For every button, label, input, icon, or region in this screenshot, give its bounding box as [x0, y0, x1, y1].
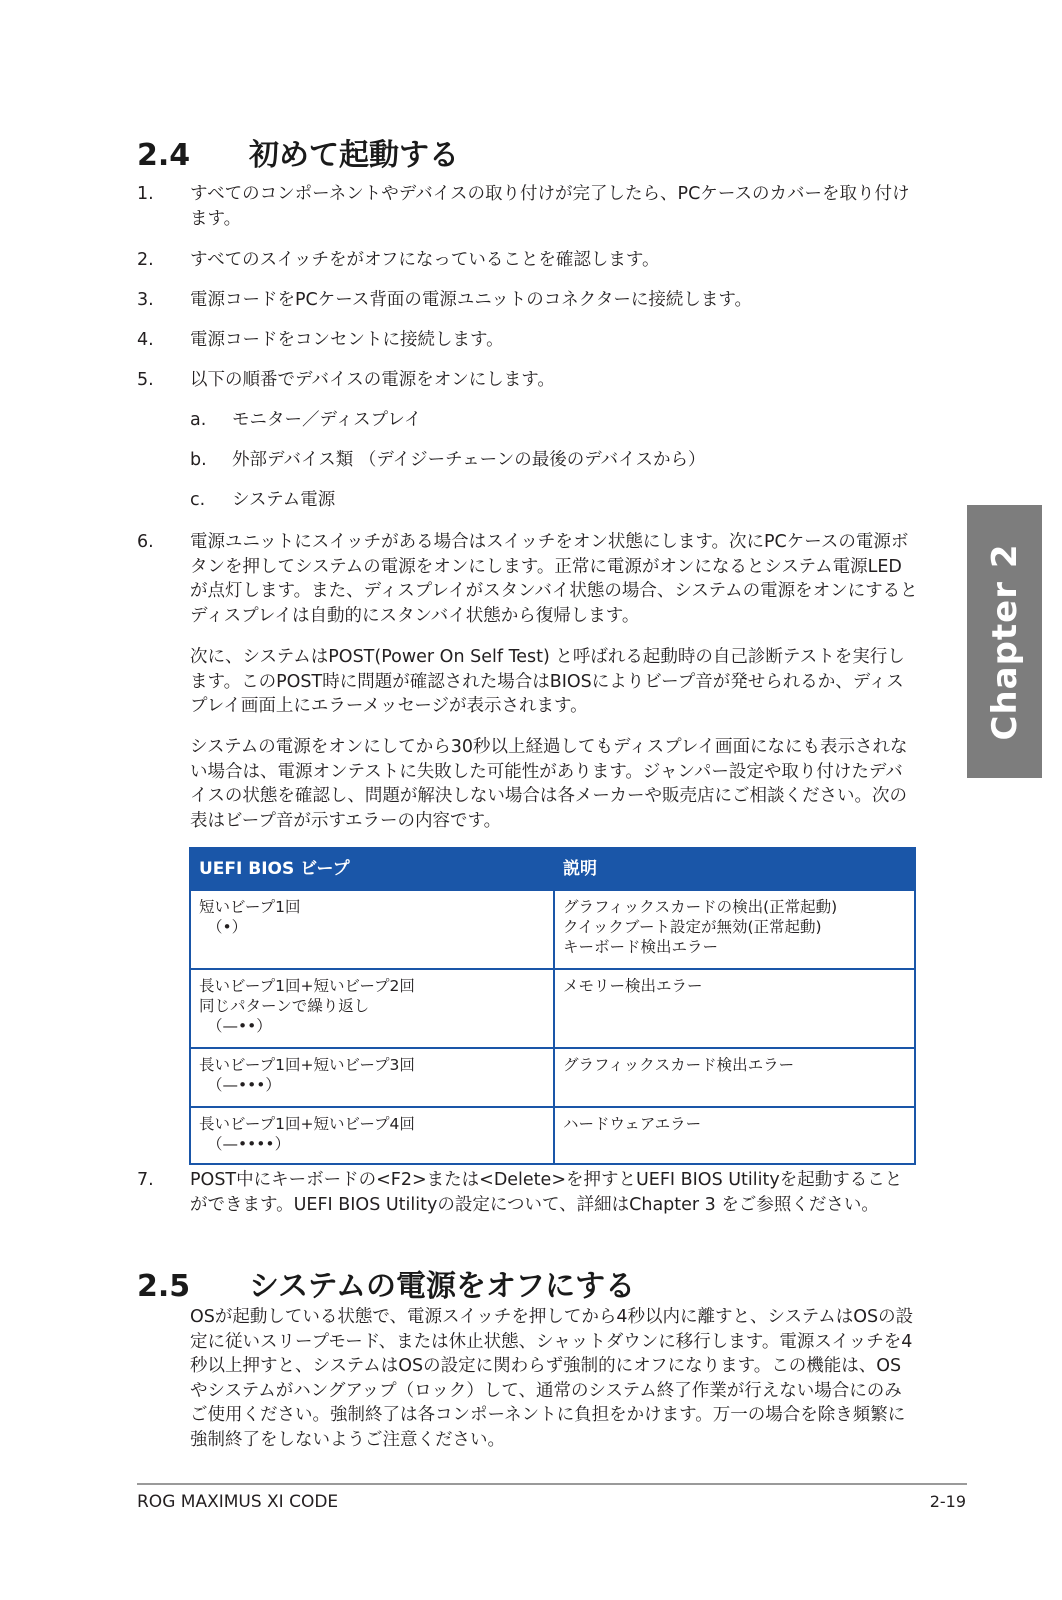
description-cell [554, 1048, 915, 1107]
description-line: グラフィックスカード検出エラー [563, 1056, 795, 1074]
section-title: 初めて起動する [249, 138, 459, 173]
sub-item-text: モニター／ディスプレイ [232, 410, 422, 430]
footer-divider [137, 1483, 967, 1485]
sub-item-text: システム電源 [232, 490, 336, 510]
list-item-number: 5. [137, 370, 154, 390]
beep-symbol-line: （•） [207, 918, 248, 936]
beep-pattern-line: 短いビープ1回 [199, 898, 301, 916]
beep-symbol-line: （—••） [207, 1017, 272, 1035]
description-line: グラフィックスカードの検出(正常起動) [563, 898, 838, 916]
table-row [190, 1048, 915, 1107]
beep-cell [190, 1107, 554, 1164]
section-2-5-body: OSが起動している状態で、電源スイッチを押してから4秒以内に離すと、システムはOSの設定に従いスリープモード、または休止状態、シャットダウンに移行します。電源スイッチを4秒以上押すと、システムはOSの設定に関わらず強制的にオフになります。この機能は、OSやシステムがハングアップ（ロック）して、通常のシステム終了作業が行えない場合にのみご使用ください。強制終了は各コンポーネントに負担をかけます。万一の場合を除き頻繁に強制終了をしないようご注意ください。 [190, 1307, 914, 1450]
section-heading-2-4 [137, 130, 459, 174]
list-item-text: 電源コードをコンセントに接続します。 [190, 330, 504, 350]
item6-paragraph-troubleshoot: システムの電源をオンにしてから30秒以上経過してもディスプレイ画面になにも表示されない場合は、電源オンテストに失敗した可能性があります。ジャンパー設定や取り付けたデバイスの状態を確認し、問題が解決しない場合は各メーカーや販売店にご相談ください。次の表はビープ音が示すエラーの内容です。 [190, 737, 908, 831]
list-item-text: すべてのスイッチをがオフになっていることを確認します。 [190, 250, 660, 270]
list-item-number: 4. [137, 330, 154, 350]
list-item-text: 以下の順番でデバイスの電源をオンにします。 [190, 370, 555, 390]
list-item-text: 電源ユニットにスイッチがある場合はスイッチをオン状態にします。次にPCケースの電源ボタンを押してシステムの電源をオンにします。正常に電源がオンになるとシステム電源LEDが点灯します。また、ディスプレイがスタンバイ状態の場合、システムの電源をオンにするとディスプレイは自動的にスタンバイ状態から復帰します。 [190, 532, 918, 626]
beep-cell [190, 890, 554, 969]
column-header-beep: UEFI BIOS ビープ [190, 848, 554, 890]
beep-symbol-line: （—••••） [207, 1135, 291, 1153]
description-line: ハードウェアエラー [563, 1115, 702, 1133]
beep-pattern-line: 長いビープ1回+短いビープ4回 [199, 1115, 415, 1133]
footer-page-number: 2-19 [929, 1492, 966, 1511]
list-item-number: 7. [137, 1170, 154, 1190]
chapter-tab [967, 505, 1042, 778]
beep-symbol-line: （—•••） [207, 1076, 281, 1094]
description-line: キーボード検出エラー [563, 938, 719, 956]
list-item-number: 1. [137, 184, 154, 204]
list-item-text: POST中にキーボードの<F2>または<Delete>を押すとUEFI BIOS Utilityを起動することができます。UEFI BIOS Utilityの設定について、詳細はChapter 3 をご参照ください。 [190, 1170, 903, 1215]
description-cell [554, 1107, 915, 1164]
table-header-row [190, 848, 915, 890]
section-heading-2-5 [137, 1261, 635, 1305]
list-item-text: すべてのコンポーネントやデバイスの取り付けが完了したら、PCケースのカバーを取り付けます。 [190, 184, 910, 229]
beep-code-table [189, 847, 916, 1165]
list-item-text: 電源コードをPCケース背面の電源ユニットのコネクターに接続します。 [190, 290, 752, 310]
beep-cell [190, 1048, 554, 1107]
list-item-number: 3. [137, 290, 154, 310]
description-cell [554, 969, 915, 1048]
description-line: クイックブート設定が無効(正常起動) [563, 918, 822, 936]
beep-pattern-line: 同じパターンで繰り返し [199, 997, 370, 1015]
sub-item-letter: a. [190, 410, 207, 430]
list-item-number: 6. [137, 532, 154, 552]
item6-paragraph-post: 次に、システムはPOST(Power On Self Test) と呼ばれる起動時の自己診断テストを実行します。このPOST時に問題が確認された場合はBIOSによりビープ音が発せられるか、ディスプレイ画面上にエラーメッセージが表示されます。 [190, 647, 905, 716]
description-line: メモリー検出エラー [563, 977, 703, 995]
description-cell [554, 890, 915, 969]
section-number: 2.5 [137, 1269, 191, 1304]
table-row [190, 1107, 915, 1164]
list-item-number: 2. [137, 250, 154, 270]
sub-item-text: 外部デバイス類 （デイジーチェーンの最後のデバイスから） [232, 450, 706, 470]
beep-pattern-line: 長いビープ1回+短いビープ2回 [199, 977, 415, 995]
chapter-tab-label: Chapter 2 [984, 542, 1025, 741]
column-header-description: 説明 [554, 848, 915, 890]
beep-pattern-line: 長いビープ1回+短いビープ3回 [199, 1056, 415, 1074]
section-title: システムの電源をオフにする [249, 1269, 636, 1304]
section-number: 2.4 [137, 138, 191, 173]
table-row [190, 890, 915, 969]
sub-item-letter: b. [190, 450, 207, 470]
sub-item-letter: c. [190, 490, 206, 510]
footer-product-name: ROG MAXIMUS XI CODE [137, 1492, 339, 1512]
beep-cell [190, 969, 554, 1048]
table-row [190, 969, 915, 1048]
